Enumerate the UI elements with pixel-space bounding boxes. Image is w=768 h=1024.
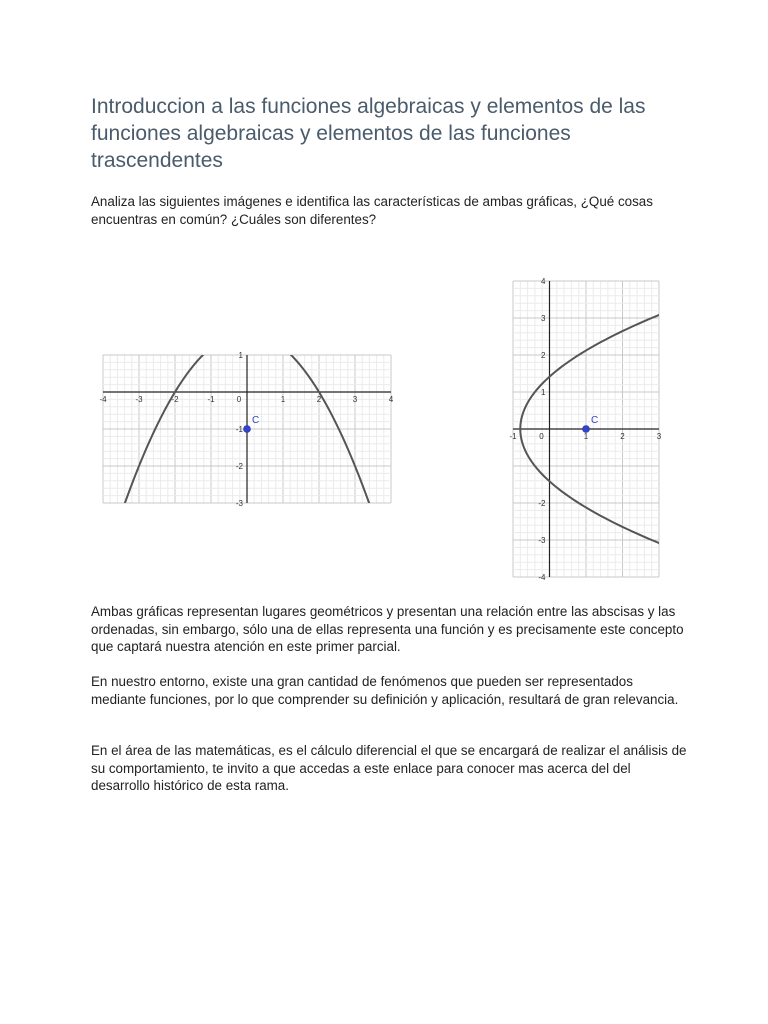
x-tick-label: 2	[316, 395, 322, 404]
y-tick-label: -2	[538, 499, 546, 508]
point-c	[583, 426, 590, 433]
y-tick-label: 3	[541, 314, 546, 323]
x-tick-label: -3	[135, 395, 143, 404]
x-tick-label: -1	[509, 432, 517, 441]
y-tick-label: 1	[541, 388, 546, 397]
y-tick-label: -4	[538, 573, 546, 582]
paragraph-3: En el área de las matemáticas, es el cálculo diferencial el que se encargará de realizar el análisis de su comportamiento, te invito a que accedas a este enlace para conocer mas acerca del del desarrollo histórico de esta rama.	[91, 743, 687, 794]
y-tick-label: -3	[538, 536, 546, 545]
point-c	[244, 426, 251, 433]
y-tick-label: 2	[541, 351, 546, 360]
x-tick-label: -1	[207, 395, 215, 404]
y-tick-label: -1	[235, 425, 243, 434]
y-tick-label: -3	[235, 499, 243, 508]
x-tick-label: 1	[280, 395, 286, 404]
parabola-function-graph	[99, 351, 394, 508]
point-c-label: C	[252, 415, 260, 426]
x-tick-label: 0	[236, 395, 242, 404]
x-tick-label: 1	[583, 432, 589, 441]
parabola-relation-graph	[509, 277, 662, 582]
y-tick-label: 4	[541, 277, 546, 286]
x-tick-label: 3	[656, 432, 662, 441]
point-c-label: C	[591, 415, 599, 426]
paragraph-1: Ambas gráficas representan lugares geométricos y presentan una relación entre las abscisas y las ordenadas, sin embargo, sólo una de ellas representa una función y es precisamente este concepto que captará nuestra atención en este primer parcial.	[91, 604, 684, 655]
page-title: Introduccion a las funciones algebraicas y elementos de las funciones algebraicas y elementos de las funciones trascendentes	[91, 95, 646, 172]
intro-paragraph: Analiza las siguientes imágenes e identifica las características de ambas gráficas, ¿Qué cosas encuentras en común? ¿Cuáles son diferentes?	[91, 194, 653, 227]
paragraph-2: En nuestro entorno, existe una gran cantidad de fenómenos que pueden ser representados mediante funciones, por lo que comprender su definición y aplicación, resultará de gran relevancia.	[91, 674, 679, 707]
x-tick-label: 0	[539, 432, 544, 441]
x-tick-label: 4	[388, 395, 394, 404]
x-tick-label: -4	[99, 395, 107, 404]
y-tick-label: -2	[235, 462, 243, 471]
y-tick-label: 1	[238, 351, 243, 360]
x-tick-label: -2	[171, 395, 179, 404]
x-tick-label: 2	[620, 432, 625, 441]
x-tick-label: 3	[352, 395, 358, 404]
